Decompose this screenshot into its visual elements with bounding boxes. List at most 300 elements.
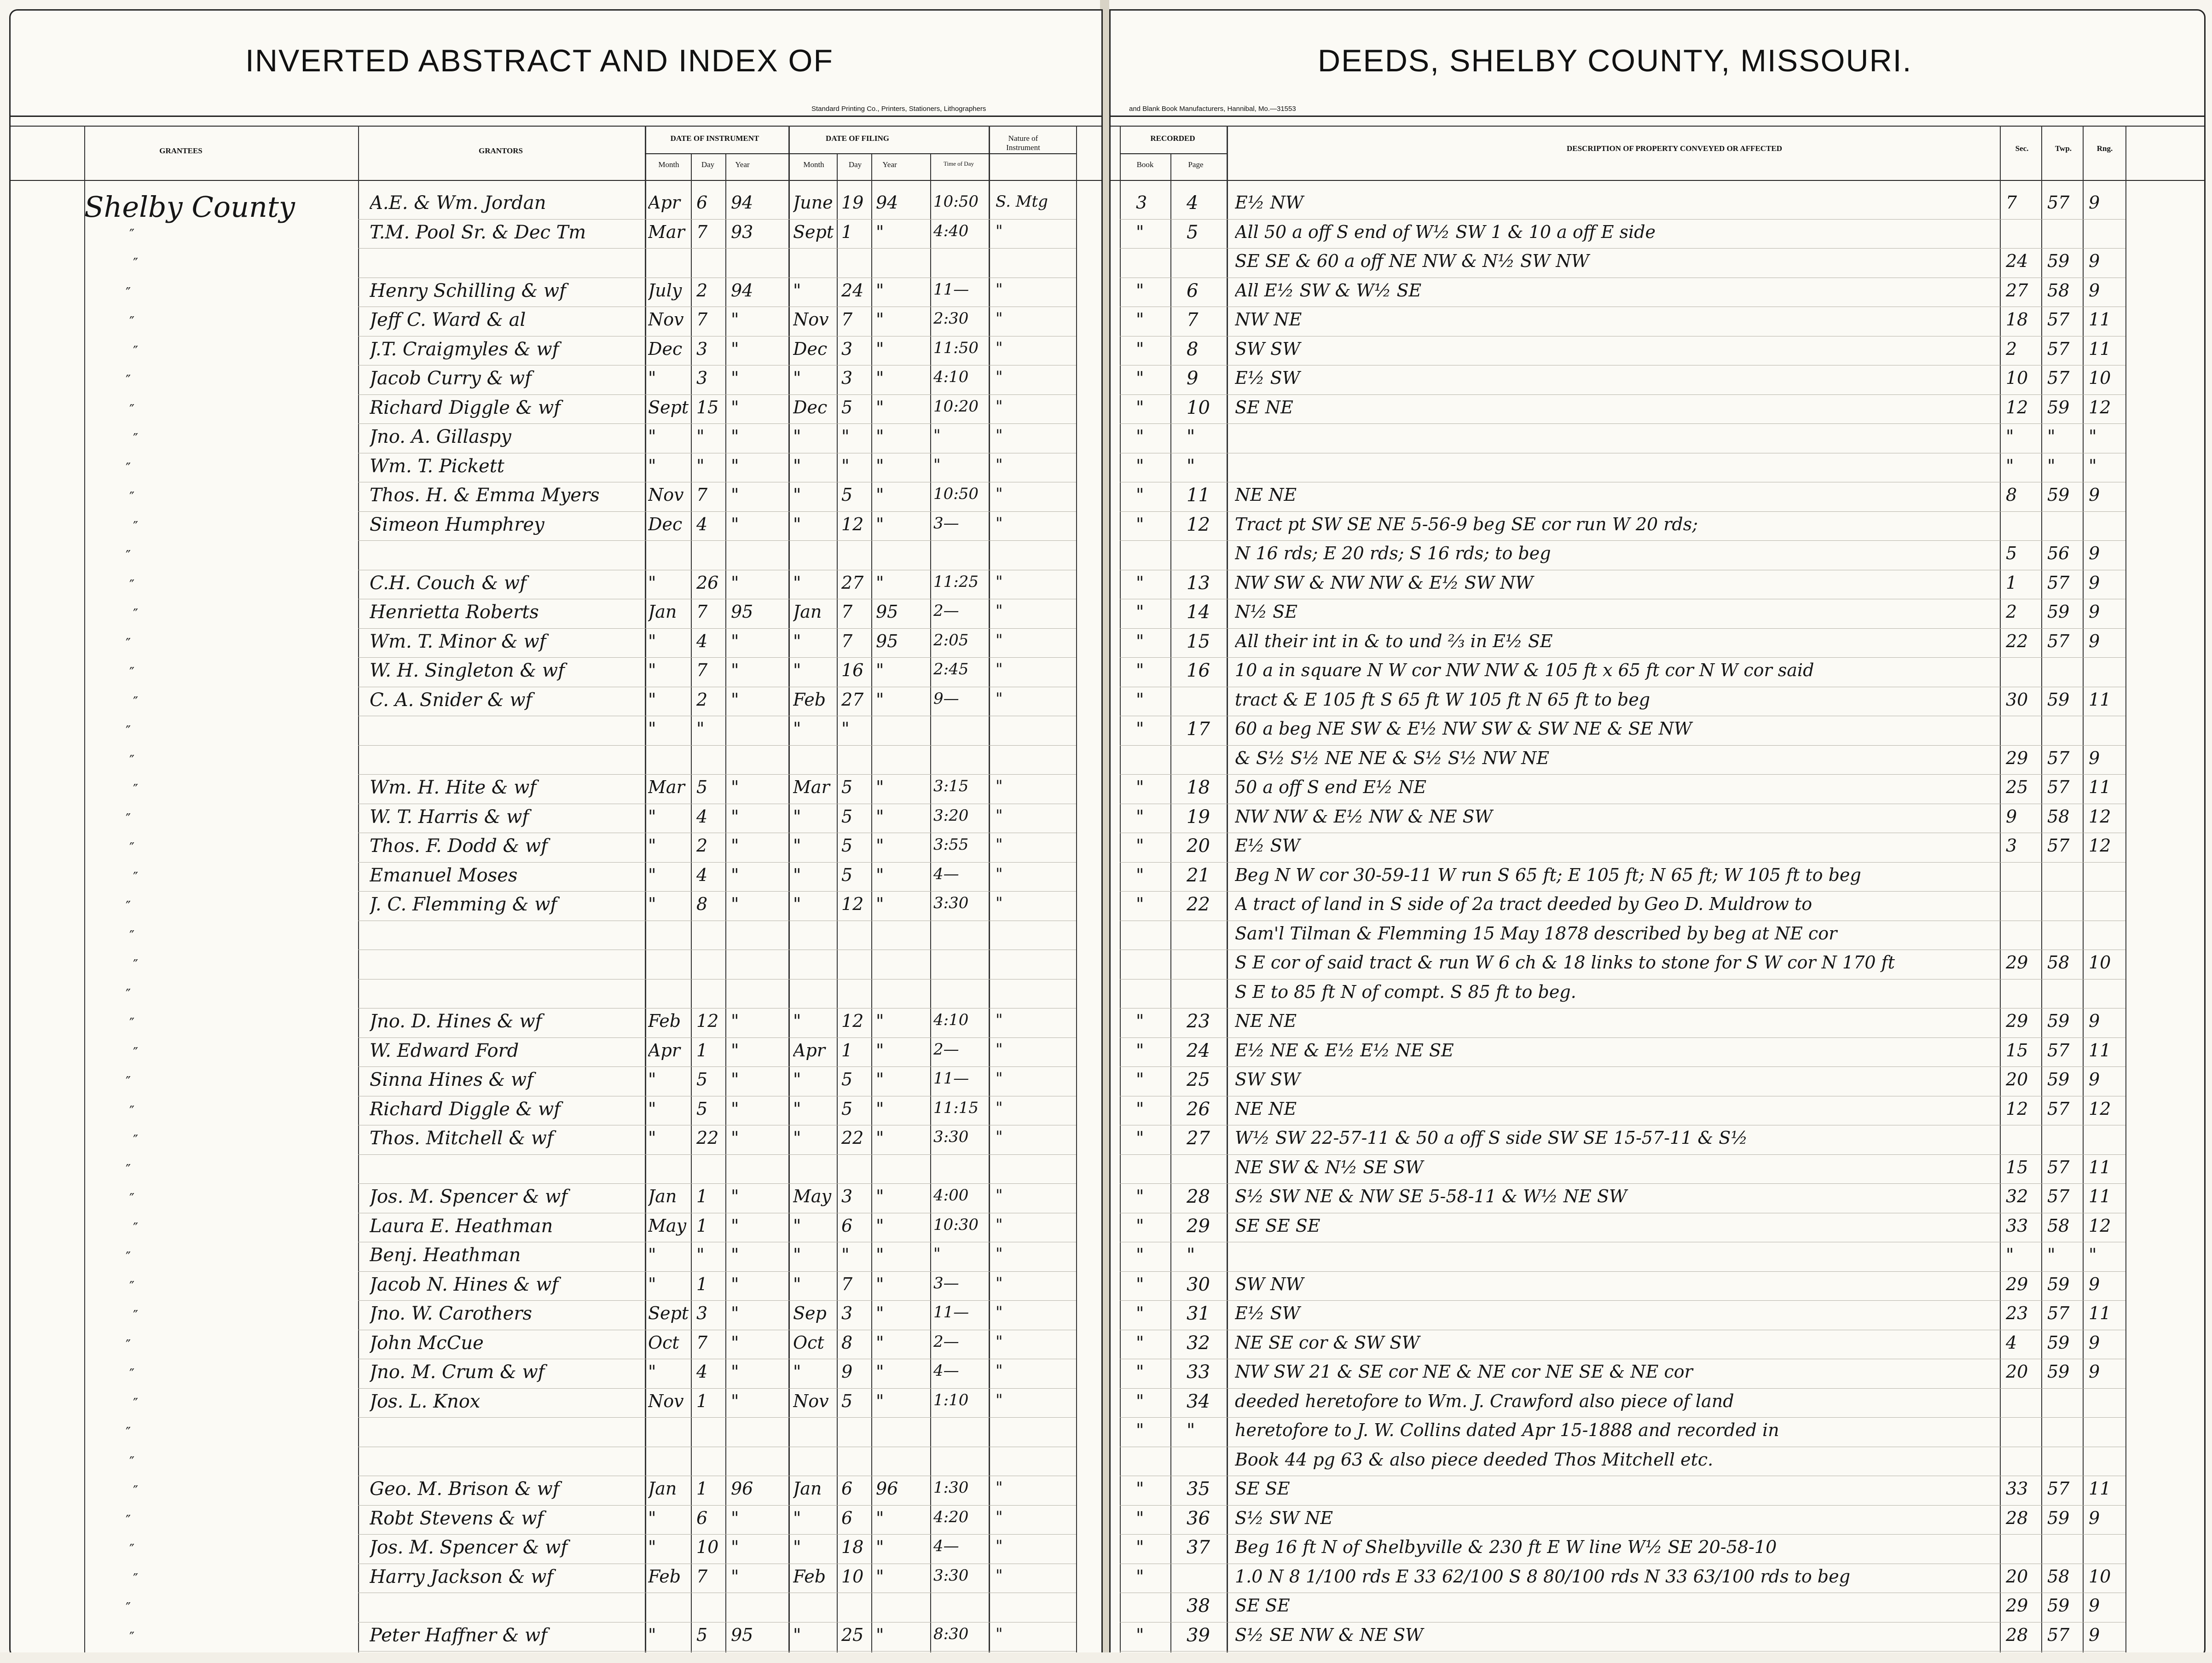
grantor-name: Thos. H. & Emma Myers bbox=[370, 485, 600, 506]
record-page: 24 bbox=[1187, 1040, 1210, 1061]
filing-day: 9 bbox=[841, 1362, 853, 1382]
grantee-ditto: ″ bbox=[129, 1015, 135, 1031]
column-divider bbox=[930, 153, 931, 1656]
instrument-day: 7 bbox=[696, 602, 708, 622]
grantee-ditto: ″ bbox=[133, 1044, 139, 1061]
filing-year: " bbox=[876, 426, 884, 446]
instrument-month: " bbox=[648, 719, 656, 739]
filing-year: " bbox=[876, 1040, 884, 1060]
instrument-month: " bbox=[648, 631, 656, 651]
col-grantees: GRANTEES bbox=[159, 146, 203, 155]
range-number: 9 bbox=[2089, 1624, 2100, 1645]
grantor-name: Jos. L. Knox bbox=[370, 1391, 481, 1412]
instrument-month: July bbox=[648, 280, 682, 301]
instrument-year: " bbox=[731, 1391, 739, 1411]
instrument-year: " bbox=[731, 631, 739, 651]
instrument-day: 8 bbox=[696, 894, 708, 914]
grantor-name: Peter Haffner & wf bbox=[370, 1624, 548, 1646]
property-description: Book 44 pg 63 & also piece deeded Thos Mitchell etc. bbox=[1235, 1449, 1714, 1470]
grantor-name: Harry Jackson & wf bbox=[370, 1566, 554, 1588]
grantor-name: Jno. A. Gillaspy bbox=[370, 426, 511, 447]
record-page: 20 bbox=[1187, 835, 1210, 857]
section-number: 10 bbox=[2006, 368, 2028, 388]
record-page: 33 bbox=[1187, 1362, 1210, 1383]
filing-day: 5 bbox=[841, 1098, 853, 1119]
section-number: " bbox=[2006, 455, 2014, 476]
record-book: 3 bbox=[1136, 192, 1147, 213]
column-divider bbox=[1076, 126, 1077, 1656]
record-page: 17 bbox=[1187, 719, 1210, 740]
filing-time: 11— bbox=[933, 1303, 969, 1321]
grantee-ditto: ″ bbox=[126, 460, 131, 476]
ruled-line bbox=[358, 1505, 1076, 1506]
filing-year: " bbox=[876, 1391, 884, 1411]
grantee-ditto: ″ bbox=[133, 957, 139, 973]
record-book: " bbox=[1136, 426, 1144, 446]
filing-month: Nov bbox=[793, 309, 829, 330]
instrument-day: 6 bbox=[696, 192, 708, 213]
filing-year: 96 bbox=[876, 1478, 898, 1499]
instrument-month: Apr bbox=[648, 192, 680, 213]
instrument-year: " bbox=[731, 1507, 739, 1528]
instrument-day: 10 bbox=[696, 1537, 719, 1557]
record-book: " bbox=[1136, 514, 1144, 534]
grantee-ditto: ″ bbox=[126, 723, 131, 739]
filing-time: 4:00 bbox=[933, 1186, 969, 1205]
ruled-line bbox=[358, 394, 1076, 395]
filing-year: " bbox=[876, 514, 884, 534]
record-book: " bbox=[1136, 1011, 1144, 1031]
property-description: E½ NW bbox=[1235, 192, 1303, 213]
record-book: " bbox=[1136, 280, 1144, 301]
filing-time: 2:45 bbox=[933, 660, 969, 678]
grantor-name: Richard Diggle & wf bbox=[370, 397, 561, 418]
filing-day: 1 bbox=[841, 1040, 853, 1060]
filing-month: " bbox=[793, 1537, 801, 1557]
township-number: 57 bbox=[2047, 192, 2070, 213]
column-divider bbox=[691, 153, 692, 1656]
instrument-year: " bbox=[731, 894, 739, 914]
filing-day: 3 bbox=[841, 338, 853, 359]
filing-year: " bbox=[876, 1011, 884, 1031]
section-number: 25 bbox=[2006, 777, 2028, 797]
col-year: Year bbox=[735, 160, 750, 169]
record-book: " bbox=[1136, 368, 1144, 388]
header-rule bbox=[11, 116, 1101, 117]
filing-month: Dec bbox=[793, 338, 828, 359]
township-number: 59 bbox=[2047, 1069, 2070, 1089]
section-number: " bbox=[2006, 1245, 2014, 1265]
column-divider bbox=[871, 153, 872, 1656]
section-number: 3 bbox=[2006, 835, 2017, 856]
range-number: 9 bbox=[2089, 192, 2100, 213]
grantee-ditto: ″ bbox=[126, 811, 131, 827]
record-book: " bbox=[1136, 835, 1144, 856]
section-number: 12 bbox=[2006, 1098, 2028, 1119]
col-book: Book bbox=[1136, 160, 1154, 169]
filing-month: " bbox=[793, 1624, 801, 1645]
filing-time: " bbox=[933, 455, 941, 474]
grantee-ditto: ″ bbox=[133, 343, 139, 359]
grantee-ditto: ″ bbox=[126, 1600, 131, 1616]
record-book: " bbox=[1136, 485, 1144, 505]
instrument-month: " bbox=[648, 1098, 656, 1119]
property-description: E½ SW bbox=[1235, 1303, 1300, 1323]
instrument-nature: " bbox=[996, 1537, 1003, 1555]
ruled-line bbox=[1120, 1534, 2125, 1535]
instrument-day: " bbox=[696, 719, 705, 739]
filing-month: Feb bbox=[793, 1566, 826, 1587]
instrument-year: " bbox=[731, 1215, 739, 1236]
grantor-name: Wm. T. Minor & wf bbox=[370, 631, 546, 652]
filing-month: " bbox=[793, 1128, 801, 1148]
ruled-line bbox=[358, 891, 1076, 892]
record-book: " bbox=[1136, 1420, 1144, 1440]
property-description: Tract pt SW SE NE 5-56-9 beg SE cor run W 20 rds; bbox=[1235, 514, 1698, 534]
instrument-nature: " bbox=[996, 660, 1003, 678]
instrument-nature: " bbox=[996, 1332, 1003, 1351]
property-description: E½ NE & E½ E½ NE SE bbox=[1235, 1040, 1454, 1060]
filing-month: " bbox=[793, 426, 801, 446]
range-number: 9 bbox=[2089, 543, 2100, 563]
instrument-year: " bbox=[731, 806, 739, 827]
filing-year: " bbox=[876, 221, 884, 242]
instrument-month: Jan bbox=[648, 1478, 677, 1499]
section-number: 4 bbox=[2006, 1332, 2017, 1353]
range-number: 11 bbox=[2089, 1040, 2111, 1060]
grantee-ditto: ″ bbox=[133, 606, 139, 622]
filing-year: " bbox=[876, 1215, 884, 1236]
instrument-year: " bbox=[731, 1069, 739, 1089]
township-number: 57 bbox=[2047, 747, 2070, 768]
grantee-ditto: ″ bbox=[129, 226, 135, 243]
township-number: 58 bbox=[2047, 1566, 2070, 1587]
grantee-ditto: ″ bbox=[129, 1278, 135, 1295]
instrument-year: " bbox=[731, 1303, 739, 1323]
instrument-month: " bbox=[648, 1245, 656, 1265]
filing-day: 27 bbox=[841, 689, 864, 710]
property-description: NW NE bbox=[1235, 309, 1302, 330]
filing-month: " bbox=[793, 1507, 801, 1528]
record-page: 5 bbox=[1187, 221, 1199, 243]
record-book: " bbox=[1136, 572, 1144, 593]
record-book: " bbox=[1136, 1362, 1144, 1382]
grantor-name: Sinna Hines & wf bbox=[370, 1069, 533, 1090]
instrument-nature: " bbox=[996, 631, 1003, 649]
township-number: 59 bbox=[2047, 689, 2070, 710]
instrument-year: " bbox=[731, 485, 739, 505]
filing-time: 11:15 bbox=[933, 1098, 979, 1117]
record-page: 13 bbox=[1187, 572, 1210, 594]
instrument-nature: " bbox=[996, 1011, 1003, 1029]
instrument-month: " bbox=[648, 1362, 656, 1382]
instrument-day: 7 bbox=[696, 1332, 708, 1353]
instrument-nature: " bbox=[996, 1069, 1003, 1088]
instrument-day: 4 bbox=[696, 1362, 708, 1382]
grantor-name: Thos. Mitchell & wf bbox=[370, 1128, 554, 1149]
filing-day: 19 bbox=[841, 192, 864, 213]
record-book: " bbox=[1136, 777, 1144, 797]
grantor-name: C.H. Couch & wf bbox=[370, 572, 527, 594]
record-page: 11 bbox=[1187, 485, 1210, 506]
instrument-nature: " bbox=[996, 1245, 1003, 1263]
instrument-month: " bbox=[648, 1507, 656, 1528]
record-page: 21 bbox=[1187, 864, 1210, 886]
range-number: 11 bbox=[2089, 689, 2111, 710]
township-number: 57 bbox=[2047, 1303, 2070, 1323]
instrument-day: 3 bbox=[696, 368, 708, 388]
instrument-year: " bbox=[731, 835, 739, 856]
section-number: 7 bbox=[2006, 192, 2017, 213]
filing-year: " bbox=[876, 1624, 884, 1645]
filing-time: " bbox=[933, 1245, 941, 1263]
grantor-name: Richard Diggle & wf bbox=[370, 1098, 561, 1120]
filing-month: " bbox=[793, 572, 801, 593]
filing-month: " bbox=[793, 1245, 801, 1265]
instrument-day: 1 bbox=[696, 1040, 708, 1060]
instrument-day: 15 bbox=[696, 397, 719, 417]
property-description: NW SW & NW NW & E½ SW NW bbox=[1235, 572, 1534, 593]
record-page: 37 bbox=[1187, 1537, 1210, 1558]
ruled-line bbox=[1120, 891, 2125, 892]
record-page: 16 bbox=[1187, 660, 1210, 681]
record-book: " bbox=[1136, 660, 1144, 680]
ruled-line bbox=[358, 1534, 1076, 1535]
filing-time: 1:30 bbox=[933, 1478, 969, 1497]
record-page: 39 bbox=[1187, 1624, 1210, 1646]
grantor-name: Jeff C. Ward & al bbox=[370, 309, 526, 330]
filing-year: " bbox=[876, 368, 884, 388]
grantee-ditto: ″ bbox=[129, 1191, 135, 1207]
filing-time: 10:50 bbox=[933, 485, 979, 503]
grantee-ditto: ″ bbox=[126, 1425, 131, 1441]
filing-day: " bbox=[841, 719, 850, 739]
filing-month: " bbox=[793, 1098, 801, 1119]
grantee-ditto: ″ bbox=[133, 255, 139, 272]
record-page: 14 bbox=[1187, 602, 1210, 623]
instrument-nature: " bbox=[996, 1274, 1003, 1292]
col-month: Month bbox=[658, 160, 679, 169]
township-number: 57 bbox=[2047, 1098, 2070, 1119]
record-book: " bbox=[1136, 1537, 1144, 1557]
grantor-name: Wm. H. Hite & wf bbox=[370, 777, 537, 798]
section-number: 33 bbox=[2006, 1215, 2028, 1236]
grantor-name: A.E. & Wm. Jordan bbox=[370, 192, 546, 214]
instrument-month: " bbox=[648, 864, 656, 885]
property-description: S½ SW NE & NW SE 5-58-11 & W½ NE SW bbox=[1235, 1186, 1627, 1206]
property-description: S E cor of said tract & run W 6 ch & 18 links to stone for S W cor N 170 ft bbox=[1235, 952, 1895, 973]
ruled-line bbox=[1120, 394, 2125, 395]
filing-year: " bbox=[876, 455, 884, 476]
instrument-day: " bbox=[696, 426, 705, 446]
township-number: 57 bbox=[2047, 572, 2070, 593]
instrument-day: 2 bbox=[696, 280, 708, 301]
instrument-year: " bbox=[731, 1274, 739, 1294]
filing-day: 10 bbox=[841, 1566, 864, 1587]
instrument-day: 4 bbox=[696, 514, 708, 534]
grantor-name: Laura E. Heathman bbox=[370, 1215, 553, 1237]
instrument-month: Sept bbox=[648, 1303, 689, 1323]
header-rule bbox=[11, 126, 1101, 127]
record-book: " bbox=[1136, 1245, 1144, 1265]
record-page: " bbox=[1187, 1245, 1195, 1266]
township-number: 58 bbox=[2047, 806, 2070, 827]
record-book: " bbox=[1136, 1069, 1144, 1089]
record-book: " bbox=[1136, 631, 1144, 651]
filing-day: 5 bbox=[841, 1391, 853, 1411]
instrument-month: Nov bbox=[648, 1391, 684, 1411]
grantee-ditto: ″ bbox=[129, 489, 135, 505]
record-book: " bbox=[1136, 1478, 1144, 1499]
filing-year: " bbox=[876, 1507, 884, 1528]
instrument-year: 96 bbox=[731, 1478, 753, 1499]
ruled-line bbox=[1120, 628, 2125, 629]
ruled-line bbox=[1120, 423, 2125, 424]
record-book: " bbox=[1136, 806, 1144, 827]
grantor-name: Benj. Heathman bbox=[370, 1245, 521, 1266]
range-number: 9 bbox=[2089, 602, 2100, 622]
column-divider bbox=[1170, 153, 1171, 1656]
grantee-ditto: ″ bbox=[126, 284, 131, 301]
column-divider bbox=[837, 153, 838, 1656]
record-page: 25 bbox=[1187, 1069, 1210, 1090]
instrument-day: 4 bbox=[696, 806, 708, 827]
filing-year: " bbox=[876, 1274, 884, 1294]
filing-time: 8:30 bbox=[933, 1624, 969, 1643]
filing-day: 7 bbox=[841, 602, 853, 622]
filing-day: 7 bbox=[841, 631, 853, 651]
filing-month: Mar bbox=[793, 777, 830, 797]
ruled-line bbox=[358, 1066, 1076, 1067]
filing-day: 8 bbox=[841, 1332, 853, 1353]
filing-year: " bbox=[876, 572, 884, 593]
township-number: 59 bbox=[2047, 1011, 2070, 1031]
township-number: " bbox=[2047, 1245, 2056, 1265]
grantor-name: Jacob Curry & wf bbox=[370, 368, 532, 389]
instrument-year: " bbox=[731, 1040, 739, 1060]
grantee-ditto: ″ bbox=[129, 1629, 135, 1646]
instrument-nature: " bbox=[996, 1362, 1003, 1380]
property-description: SE SE SE bbox=[1235, 1215, 1320, 1236]
filing-time: 4:20 bbox=[933, 1507, 969, 1526]
grantee-ditto: ″ bbox=[126, 898, 131, 915]
instrument-year: " bbox=[731, 338, 739, 359]
property-description: S½ SE NW & NE SW bbox=[1235, 1624, 1424, 1645]
property-description: SE SE bbox=[1235, 1478, 1290, 1499]
filing-time: 3:30 bbox=[933, 1128, 969, 1146]
grantor-name: W. T. Harris & wf bbox=[370, 806, 529, 828]
filing-day: 16 bbox=[841, 660, 864, 680]
instrument-nature: " bbox=[996, 1391, 1003, 1409]
instrument-nature: " bbox=[996, 221, 1003, 240]
grantee-ditto: ″ bbox=[126, 372, 131, 388]
property-description: & S½ S½ NE NE & S½ S½ NW NE bbox=[1235, 747, 1550, 768]
instrument-year: " bbox=[731, 455, 739, 476]
record-book: " bbox=[1136, 338, 1144, 359]
property-description: heretofore to J. W. Collins dated Apr 15-1888 and recorded in bbox=[1235, 1420, 1779, 1440]
ruled-line bbox=[358, 862, 1076, 863]
filing-month: Apr bbox=[793, 1040, 825, 1060]
filing-time: 3:30 bbox=[933, 894, 969, 912]
section-number: 9 bbox=[2006, 806, 2017, 827]
instrument-year: " bbox=[731, 864, 739, 885]
ruled-line bbox=[358, 774, 1076, 775]
record-book: " bbox=[1136, 309, 1144, 330]
grantor-name: J. C. Flemming & wf bbox=[370, 894, 557, 915]
instrument-year: " bbox=[731, 1245, 739, 1265]
instrument-day: 4 bbox=[696, 631, 708, 651]
range-number: 9 bbox=[2089, 1362, 2100, 1382]
subheader-rule bbox=[1120, 153, 1227, 154]
filing-day: 7 bbox=[841, 309, 853, 330]
property-description: 50 a off S end E½ NE bbox=[1235, 777, 1427, 797]
instrument-year: " bbox=[731, 1128, 739, 1148]
instrument-nature: " bbox=[996, 338, 1003, 357]
instrument-month: Jan bbox=[648, 602, 677, 622]
col-day: Day bbox=[848, 160, 862, 169]
record-page: 7 bbox=[1187, 309, 1199, 330]
left-page-title: INVERTED ABSTRACT AND INDEX OF bbox=[245, 43, 834, 78]
section-number: 1 bbox=[2006, 572, 2017, 593]
filing-time: 3:15 bbox=[933, 777, 969, 795]
instrument-year: " bbox=[731, 1186, 739, 1206]
instrument-month: Mar bbox=[648, 221, 685, 242]
record-page: " bbox=[1187, 426, 1195, 447]
section-number: 18 bbox=[2006, 309, 2028, 330]
record-page: 6 bbox=[1187, 280, 1199, 301]
filing-day: 25 bbox=[841, 1624, 864, 1645]
property-description: Beg N W cor 30-59-11 W run S 65 ft; E 105 ft; N 65 ft; W 105 ft to beg bbox=[1235, 864, 1861, 885]
filing-year: " bbox=[876, 660, 884, 680]
filing-month: " bbox=[793, 835, 801, 856]
filing-time: 3:30 bbox=[933, 1566, 969, 1585]
record-book: " bbox=[1136, 1215, 1144, 1236]
grantee-ditto: ″ bbox=[133, 431, 139, 447]
property-description: All their int in & to und ⅔ in E½ SE bbox=[1235, 631, 1553, 651]
grantor-name: J.T. Craigmyles & wf bbox=[370, 338, 559, 360]
record-book: " bbox=[1136, 1391, 1144, 1411]
ruled-line bbox=[358, 423, 1076, 424]
filing-month: Oct bbox=[793, 1332, 824, 1353]
instrument-nature: " bbox=[996, 1128, 1003, 1146]
col-recorded: RECORDED bbox=[1150, 134, 1195, 143]
filing-year: 95 bbox=[876, 602, 898, 622]
instrument-month: " bbox=[648, 806, 656, 827]
grantor-name: Jno. W. Carothers bbox=[370, 1303, 532, 1324]
filing-month: " bbox=[793, 514, 801, 534]
record-book: " bbox=[1136, 1186, 1144, 1206]
right-page bbox=[1109, 9, 2206, 1657]
col-time: Time of Day bbox=[944, 160, 974, 167]
filing-time: 3:55 bbox=[933, 835, 969, 854]
range-number: 12 bbox=[2089, 1098, 2111, 1119]
grantee-ditto: ″ bbox=[126, 1249, 131, 1265]
filing-day: 7 bbox=[841, 1274, 853, 1294]
filing-year: " bbox=[876, 689, 884, 710]
filing-month: " bbox=[793, 1069, 801, 1089]
column-header-rule bbox=[11, 180, 1101, 181]
range-number: 11 bbox=[2089, 1303, 2111, 1323]
record-book: " bbox=[1136, 1566, 1144, 1587]
filing-time: 3— bbox=[933, 514, 959, 533]
range-number: " bbox=[2089, 1245, 2097, 1265]
ruled-line bbox=[358, 511, 1076, 512]
range-number: 11 bbox=[2089, 338, 2111, 359]
instrument-day: 26 bbox=[696, 572, 719, 593]
instrument-nature: " bbox=[996, 1098, 1003, 1117]
filing-year: " bbox=[876, 485, 884, 505]
filing-day: 1 bbox=[841, 221, 853, 242]
